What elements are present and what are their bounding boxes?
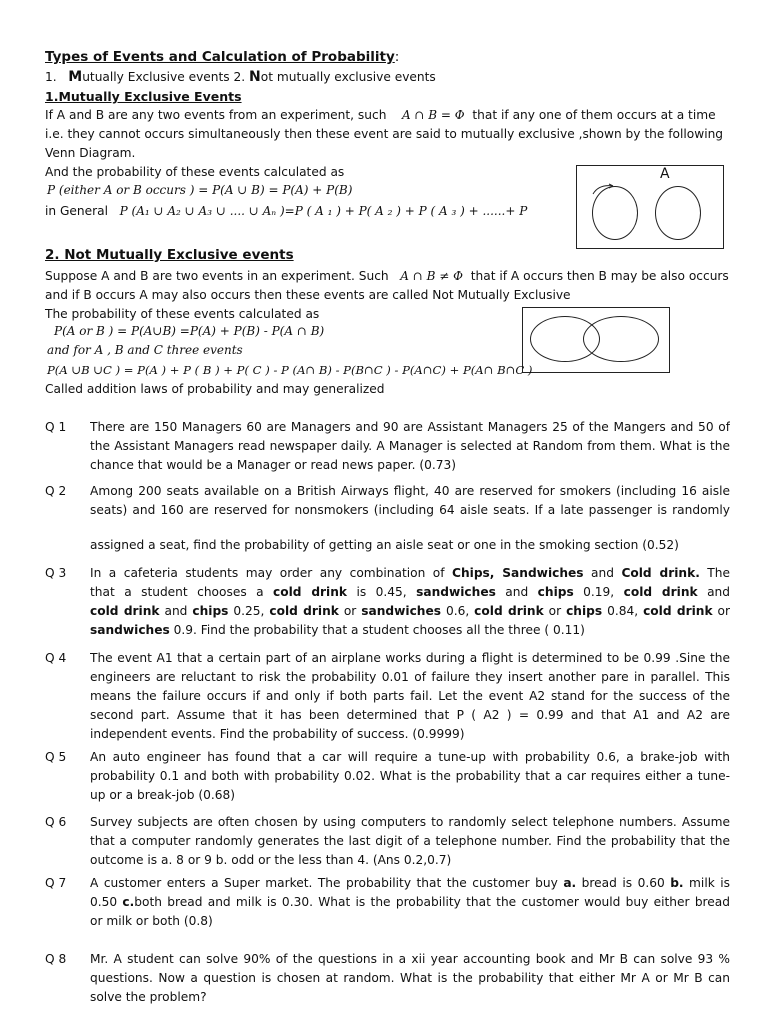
venn-circle-b [583,316,659,362]
section-1-para-line: i.e. they cannot occurs simultaneously then these event are said to mutually exclusive ,shown by the following [45,127,724,141]
section-1-para-line: And the probability of these events calculated as [45,165,345,179]
section-2-para-line: and if B occurs A may also occurs then these events are called Not Mutually Exclusive [45,288,571,302]
general-addition-formula: P (A₁ ∪ A₂ ∪ A₃ ∪ .... ∪ Aₙ )=P ( A ₁ ) + P( A ₂ ) + P ( A ₃ ) + ......+ P [119,204,528,218]
section-2-para-line: Suppose A and B are two events in an experiment. Such A ∩ B ≠ Φ that if A occurs then B may be also occurs [45,269,729,283]
three-events-caption: and for A , B and C three events [47,343,243,357]
question-text: The event A1 that a certain part of an airplane works during a flight is determined to be 0.99 .Sine the engineers are reluctant to risk the probability 0.01 of failure they insert another pare in parallel. This means the failure occurs if and only if both parts fail. Let the event A2 stand for the success of the second part. Assume that it has been determined that P ( A2 ) = 0.99 and that A1 and A2 are independent events. Find the probability of success. (0.9999) [90,651,730,741]
section-2-para-line: The probability of these events calculated as [45,307,320,321]
document-title: Types of Events and Calculation of Probability [45,49,395,65]
general-formula-line: in General P (A₁ ∪ A₂ ∪ A₃ ∪ .... ∪ Aₙ )=P ( A ₁ ) + P( A ₂ ) + P ( A ₃ ) + ......+ P [45,204,528,218]
venn-diagram-disjoint [576,165,724,249]
intersection-nonempty-formula: A ∩ B ≠ Φ [400,269,463,283]
section-1-para-line: If A and B are any two events from an experiment, such A ∩ B = Φ that if any one of them occurs at a time [45,108,716,122]
question-text: A customer enters a Super market. The probability that the customer buy a. bread is 0.60 b. milk is 0.50 c.both bread and milk is 0.30. What is the probability that the customer would buy either bread or milk or both (0.8) [90,876,730,928]
venn-diagram-overlapping [522,307,670,373]
section-2-para-line: Called addition laws of probability and may generalized [45,382,385,396]
section-2-heading: 2. Not Mutually Exclusive events [45,247,294,263]
question-number: Q 2 [45,484,67,498]
question-text: Survey subjects are often chosen by using computers to randomly select telephone numbers. Assume that a computer randomly generates the last digit of a telephone number. Find the probability that the outcome is a. 8 or 9 b. odd or the less than 4. (Ans 0.2,0.7) [90,815,730,867]
question-number: Q 8 [45,952,67,966]
question-text: In a cafeteria students may order any combination of Chips, Sandwiches and Cold drink. The that a student chooses a cold drink is 0.45, sandwiches and chips 0.19, cold drink and cold drink and chips 0.25, cold drink or sandwiches 0.6, cold drink or chips 0.84, cold drink or sandwiches 0.9. Find the probability that a student chooses all the three ( 0.11) [90,566,730,637]
question-number: Q 7 [45,876,67,890]
question-text: An auto engineer has found that a car will require a tune-up with probability 0.6, a brake-job with probability 0.1 and both with probability 0.02. What is the probability that a car requires either a tune- up or a break-job (0.68) [90,750,730,802]
section-1-heading: 1.Mutually Exclusive Events [45,89,242,104]
document-title-line: Types of Events and Calculation of Probability: [45,49,400,65]
question-number: Q 3 [45,566,67,580]
question-number: Q 5 [45,750,67,764]
event-types-list: 1. Mutually Exclusive events 2. Not mutually exclusive events [45,69,436,85]
venn-arrow [591,180,621,200]
three-event-addition-formula: P(A ∪B ∪C ) = P(A ) + P ( B ) + P( C ) - P (A∩ B) - P(B∩C ) - P(A∩C) + P(A∩ B∩C ) [47,363,533,377]
intersection-empty-formula: A ∩ B = Φ [401,108,465,122]
question-text: Among 200 seats available on a British Airways flight, 40 are reserved for smokers (including 16 aisle seats) and 160 are reserved for nonsmokers (including 64 aisle seats. If a late passenger is randomly assigned a seat, find the probability of getting an aisle seat or one in the smoking section (0.52) [90,484,730,552]
not-exclusive-formula: P(A or B ) = P(A∪B) =P(A) + P(B) - P(A ∩ B) [54,324,325,338]
mutually-exclusive-formula: P (either A or B occurs ) = P(A ∪ B) = P(A) + P(B) [47,183,353,197]
venn-circle-b [655,186,701,240]
question-text: There are 150 Managers 60 are Managers and 90 are Assistant Managers 25 of the Mangers and 50 of the Assistant Managers read newspaper daily. A Manager is selected at Random from them. What is the chance that would be a Manager or read news paper. (0.73) [90,420,730,472]
question-number: Q 1 [45,420,67,434]
question-number: Q 4 [45,651,67,665]
question-number: Q 6 [45,815,67,829]
question-text: Mr. A student can solve 90% of the questions in a xii year accounting book and Mr B can solve 93 % questions. Now a question is chosen at random. What is the probability that either Mr A or Mr B can solve the problem? [90,952,730,1004]
section-1-para-line: Venn Diagram. [45,146,136,160]
venn-label-a: A [660,166,670,182]
